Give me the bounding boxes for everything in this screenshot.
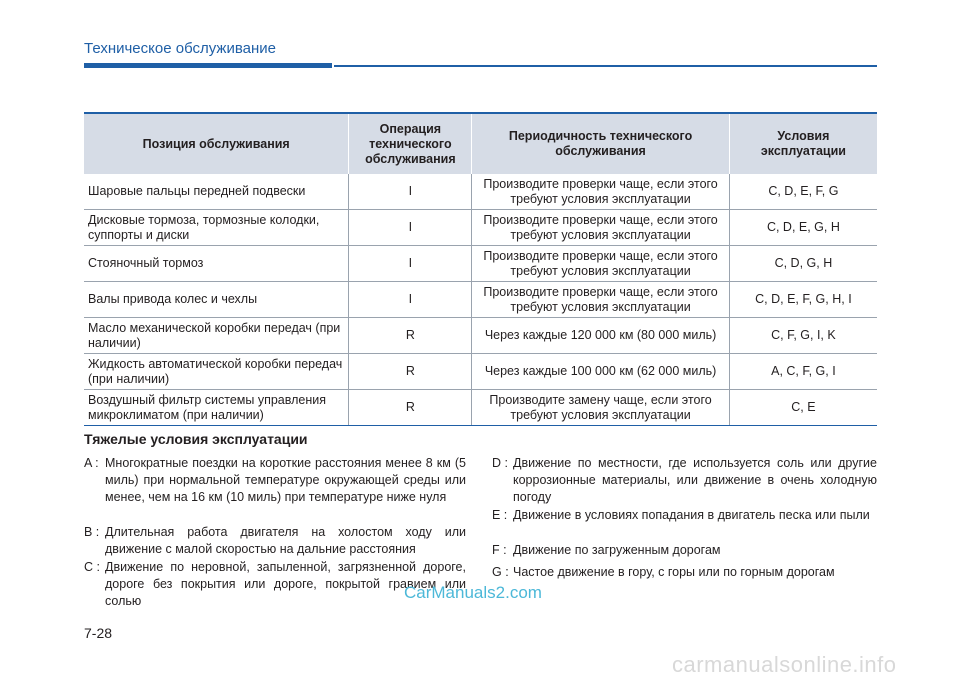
period-cell: Через каждые 100 000 км (62 000 миль)	[472, 354, 730, 390]
condition-key: E :	[492, 508, 508, 522]
conditions-cell: C, D, E, G, H	[729, 210, 877, 246]
condition-item	[492, 564, 877, 581]
table-header-row	[84, 113, 877, 174]
conditions-cell: C, D, G, H	[729, 246, 877, 282]
condition-key: D :	[492, 456, 508, 470]
column-header: Условия эксплуатации	[729, 113, 877, 174]
condition-item	[84, 524, 466, 558]
table-row	[84, 318, 877, 354]
column-header: Позиция обслуживания	[84, 113, 349, 174]
header-rule-thick	[84, 63, 332, 68]
condition-key: F :	[492, 543, 507, 557]
maintenance-table	[84, 112, 877, 426]
conditions-cell: C, F, G, I, K	[729, 318, 877, 354]
column-header: Операция технического обслуживания	[349, 113, 472, 174]
table-row	[84, 390, 877, 426]
item-cell: Жидкость автоматической коробки передач (при наличии)	[84, 354, 349, 390]
condition-key: C :	[84, 560, 100, 574]
table-row	[84, 174, 877, 210]
operation-cell: I	[349, 282, 472, 318]
condition-text: Многократные поездки на короткие расстояния менее 8 км (5 миль) при нормальной температуре окружающей среды или менее, чем на 16 км (10 миль) при температуре ниже нуля	[105, 456, 466, 504]
watermark-footer: carmanualsonline.info	[672, 652, 897, 677]
conditions-cell: C, E	[729, 390, 877, 426]
header-rule-thin	[334, 65, 877, 67]
condition-text: Длительная работа двигателя на холостом ходу или движение с малой скоростью на дальние расстояния	[105, 525, 466, 556]
operation-cell: I	[349, 174, 472, 210]
conditions-cell: A, C, F, G, I	[729, 354, 877, 390]
condition-item	[492, 507, 877, 524]
operation-cell: R	[349, 354, 472, 390]
conditions-cell: C, D, E, F, G, H, I	[729, 282, 877, 318]
column-header: Периодичность технического обслуживания	[472, 113, 730, 174]
section-title: Техническое обслуживание	[84, 40, 276, 57]
condition-text: Движение по местности, где используется соль или другие коррозионные материалы, или движение в очень холодную погоду	[513, 456, 877, 504]
watermark-link[interactable]: CarManuals2.com	[404, 583, 542, 602]
period-cell: Через каждые 120 000 км (80 000 миль)	[472, 318, 730, 354]
operation-cell: I	[349, 210, 472, 246]
condition-key: B :	[84, 525, 100, 539]
operation-cell: R	[349, 390, 472, 426]
item-cell: Дисковые тормоза, тормозные колодки, суппорты и диски	[84, 210, 349, 246]
condition-key: G :	[492, 565, 509, 579]
condition-item	[492, 542, 877, 559]
severe-conditions-title: Тяжелые условия эксплуатации	[84, 431, 308, 447]
condition-item	[492, 455, 877, 506]
item-cell: Валы привода колес и чехлы	[84, 282, 349, 318]
item-cell: Воздушный фильтр системы управления микроклиматом (при наличии)	[84, 390, 349, 426]
condition-text: Движение по неровной, запыленной, загрязненной дороге, дороге без покрытия или дороге, покрытой гравием или солью	[105, 560, 466, 608]
condition-text: Движение в условиях попадания в двигатель песка или пыли	[513, 508, 870, 522]
table-row	[84, 210, 877, 246]
conditions-cell: C, D, E, F, G	[729, 174, 877, 210]
period-cell: Производите проверки чаще, если этого требуют условия эксплуатации	[472, 282, 730, 318]
operation-cell: I	[349, 246, 472, 282]
condition-text: Движение по загруженным дорогам	[513, 543, 721, 557]
table-row	[84, 246, 877, 282]
item-cell: Шаровые пальцы передней подвески	[84, 174, 349, 210]
period-cell: Производите замену чаще, если этого требуют условия эксплуатации	[472, 390, 730, 426]
item-cell: Стояночный тормоз	[84, 246, 349, 282]
condition-item	[84, 455, 466, 506]
condition-text: Частое движение в гору, с горы или по горным дорогам	[513, 565, 835, 579]
period-cell: Производите проверки чаще, если этого требуют условия эксплуатации	[472, 174, 730, 210]
table-row	[84, 354, 877, 390]
table-row	[84, 282, 877, 318]
period-cell: Производите проверки чаще, если этого требуют условия эксплуатации	[472, 246, 730, 282]
item-cell: Масло механической коробки передач (при наличии)	[84, 318, 349, 354]
page-number: 7-28	[84, 625, 113, 641]
condition-key: A :	[84, 456, 99, 470]
period-cell: Производите проверки чаще, если этого требуют условия эксплуатации	[472, 210, 730, 246]
operation-cell: R	[349, 318, 472, 354]
